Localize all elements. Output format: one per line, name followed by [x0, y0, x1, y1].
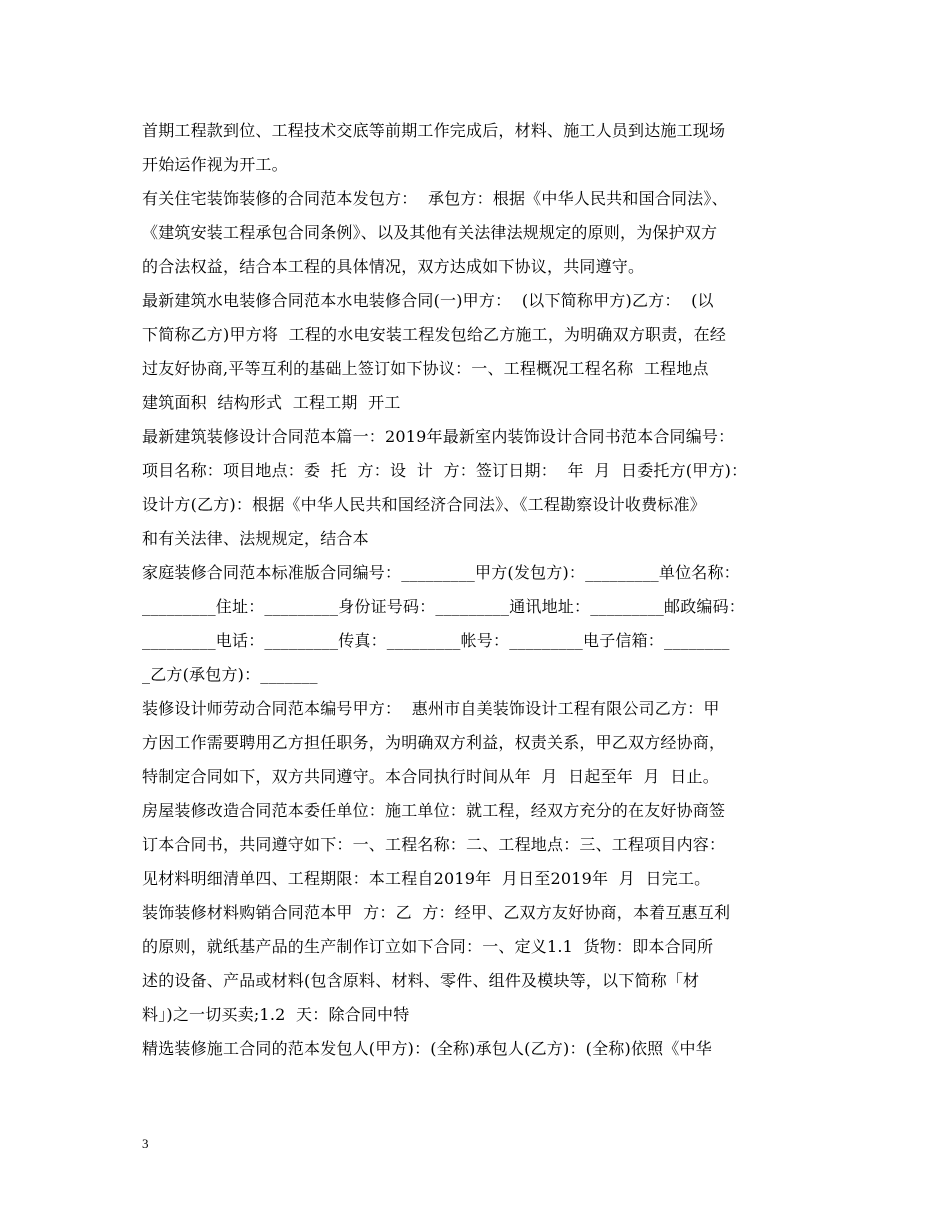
paragraph — [142, 284, 812, 420]
text-line: 项目名称：项目地点：委 托 方：设 计 方：签订日期： 年 月 日委托方(甲方)： — [142, 461, 748, 480]
paragraph — [142, 420, 812, 556]
paragraph — [142, 1032, 812, 1066]
text-line: 特制定合同如下，双方共同遵守。本合同执行时间从年 月 日起至年 月 日止。 — [142, 767, 719, 786]
text-line: 和有关法律、法规规定，结合本 — [142, 529, 369, 548]
text-line: 方因工作需要聘用乙方担任职务，为明确双方利益，权责关系，甲乙双方经协商， — [142, 733, 726, 752]
text-line: 过友好协商,平等互利的基础上签订如下协议：一、工程概况工程名称 工程地点 — [142, 359, 709, 378]
paragraph — [142, 182, 812, 284]
paragraph — [142, 896, 812, 1032]
text-line: 首期工程款到位、工程技术交底等前期工作完成后，材料、施工人员到达施工现场 — [142, 121, 726, 140]
text-line: 见材料明细清单四、工程期限：本工程自2019年 月日至2019年 月 日完工。 — [142, 869, 711, 888]
text-line: 订本合同书，共同遵守如下：一、工程名称：二、工程地点：三、工程项目内容： — [142, 835, 726, 854]
text-line: 的原则，就纸基产品的生产制作订立如下合同：一、定义1.1 货物：即本合同所 — [142, 937, 714, 956]
text-line: 开始运作视为开工。 — [142, 155, 288, 174]
paragraph — [142, 692, 812, 794]
text-line: 建筑面积 结构形式 工程工期 开工 — [142, 393, 401, 412]
document-body — [142, 114, 812, 1066]
text-line: _________电话：_________传真：_________帐号：_________电子信箱：________ — [142, 631, 730, 650]
page-number: 3 — [142, 1136, 149, 1151]
text-line: _乙方(承包方)：_______ — [142, 665, 318, 684]
text-line: 下简称乙方)甲方将 工程的水电安装工程发包给乙方施工，为明确双方职责，在经 — [142, 325, 727, 344]
text-line: 房屋装修改造合同范本委任单位：施工单位：就工程，经双方充分的在友好协商签 — [142, 801, 726, 820]
text-line: 家庭装修合同范本标准版合同编号：_________甲方(发包方)：_________单位名称： — [142, 563, 740, 582]
text-line: 精选装修施工合同的范本发包人(甲方)：(全称)承包人(乙方)：(全称)依照《中华 — [142, 1039, 712, 1058]
text-line: _________住址：_________身份证号码：_________通讯地址：_________邮政编码： — [142, 597, 746, 616]
text-line: 述的设备、产品或材料(包含原料、材料、零件、组件及模块等，以下简称「材 — [142, 971, 700, 990]
text-line: 装修设计师劳动合同范本编号甲方： 惠州市自美装饰设计工程有限公司乙方：甲 — [142, 699, 720, 718]
paragraph — [142, 114, 812, 182]
paragraph — [142, 556, 812, 692]
text-line: 料」)之一切买卖;1.2 天：除合同中特 — [142, 1005, 410, 1024]
text-line: 有关住宅装饰装修的合同范本发包方： 承包方：根据《中华人民共和国合同法》、 — [142, 189, 728, 208]
text-line: 《建筑安装工程承包合同条例》、以及其他有关法律法规规定的原则，为保护双方 — [142, 223, 718, 242]
paragraph — [142, 794, 812, 896]
text-line: 最新建筑水电装修合同范本水电装修合同(一)甲方： (以下简称甲方)乙方： (以 — [142, 291, 714, 310]
text-line: 最新建筑装修设计合同范本篇一：2019年最新室内装饰设计合同书范本合同编号： — [142, 427, 735, 446]
text-line: 的合法权益，结合本工程的具体情况，双方达成如下协议，共同遵守。 — [142, 257, 645, 276]
text-line: 设计方(乙方)：根据《中华人民共和国经济合同法》、《工程勘察设计收费标准》 — [142, 495, 706, 514]
text-line: 装饰装修材料购销合同范本甲 方：乙 方：经甲、乙双方友好协商，本着互惠互利 — [142, 903, 731, 922]
